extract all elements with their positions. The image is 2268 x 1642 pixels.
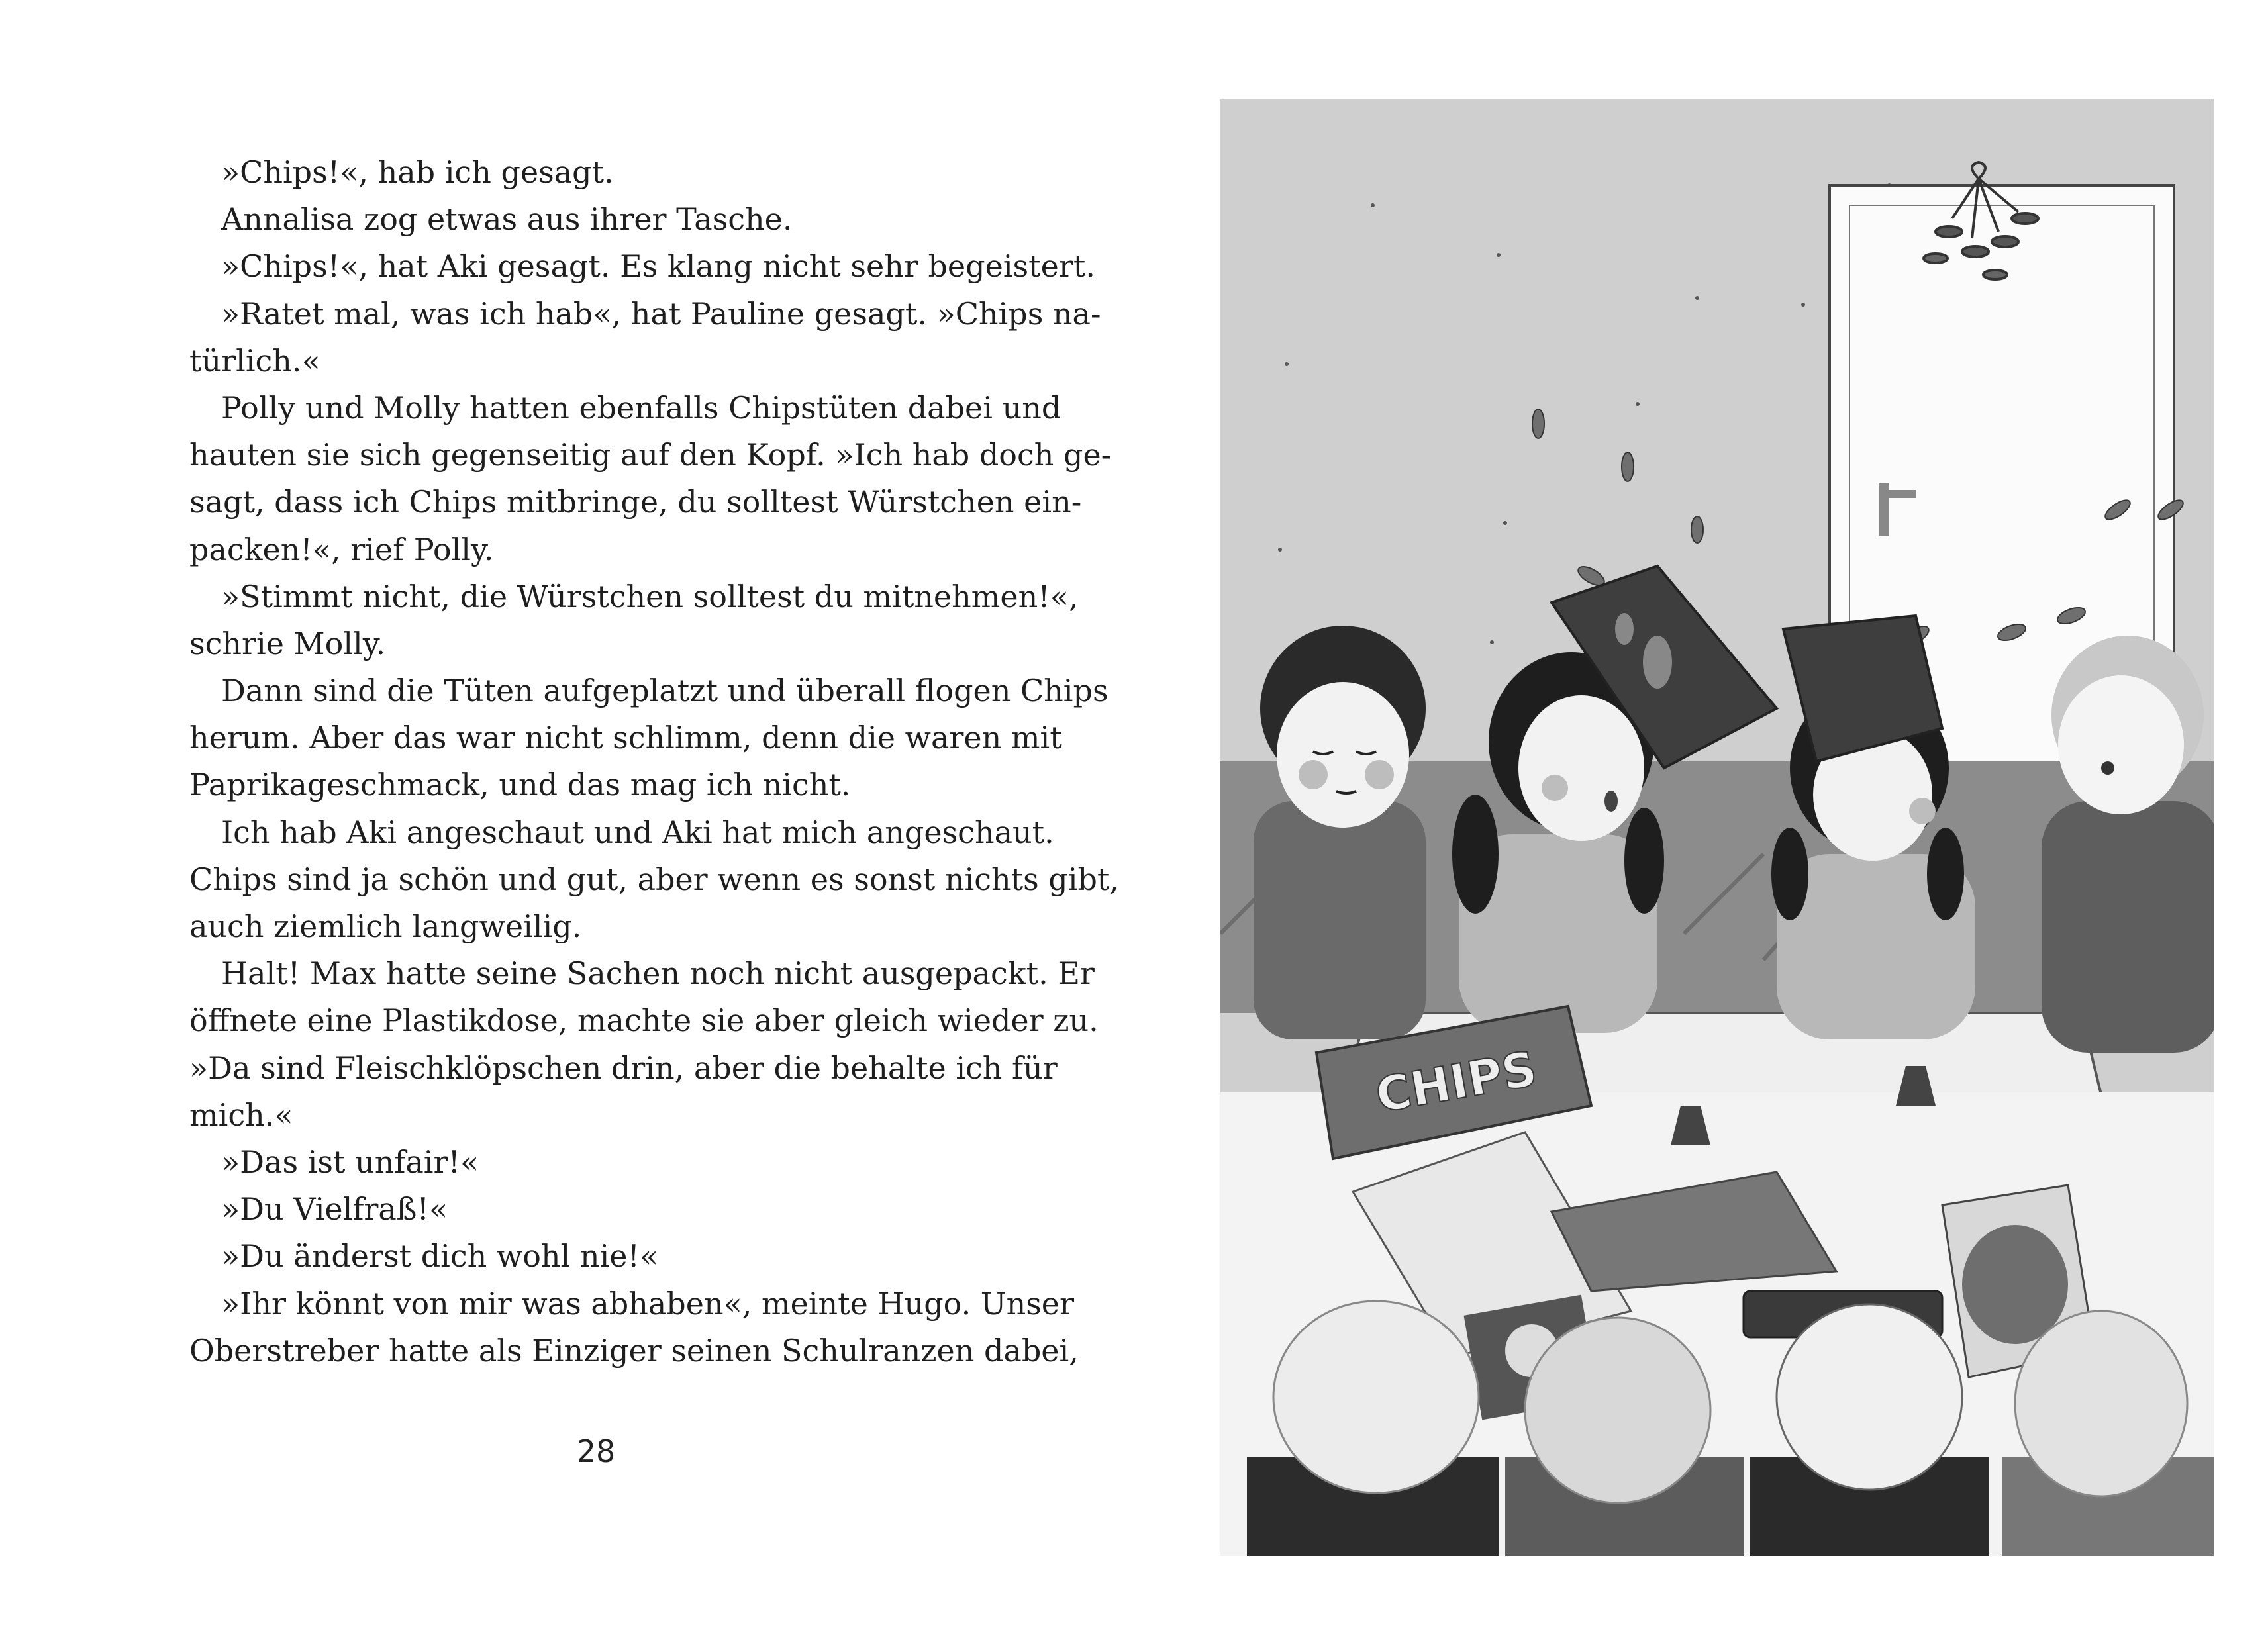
text-line: Halt! Max hatte seine Sachen noch nicht ausgepackt. Er: [221, 955, 1095, 992]
text-line: packen!«, rief Polly.: [189, 531, 494, 567]
text-line: Chips sind ja schön und gut, aber wenn es sonst nichts gibt,: [189, 861, 1120, 897]
text-line: Annalisa zog etwas aus ihrer Tasche.: [221, 201, 793, 238]
text-line: »Stimmt nicht, die Würstchen solltest du mitnehmen!«,: [221, 578, 1079, 614]
text-line: »Du Vielfraß!«: [221, 1191, 448, 1228]
text-line: sagt, dass ich Chips mitbringe, du solltest Würstchen ein-: [189, 484, 1082, 520]
chips-bag-label: CHIPS: [1371, 1040, 1541, 1124]
text-line: »Du änderst dich wohl nie!«: [221, 1238, 659, 1275]
text-line: türlich.«: [189, 342, 320, 379]
text-line: »Chips!«, hab ich gesagt.: [221, 154, 614, 190]
text-line: Dann sind die Tüten aufgeplatzt und überall flogen Chips: [221, 673, 1109, 709]
book-text-page: [189, 149, 1120, 1375]
text-line: mich.«: [189, 1096, 293, 1133]
text-line: schrie Molly.: [189, 625, 386, 661]
text-line: »Da sind Fleischklöpschen drin, aber die behalte ich für: [189, 1049, 1058, 1086]
kid-blond-right: [2042, 636, 2214, 1053]
kid-curly-hair: [1254, 626, 1426, 1039]
text-line: hauten sie sich gegenseitig auf den Kopf. »Ich hab doch ge-: [189, 437, 1112, 473]
text-line: »Chips!«, hat Aki gesagt. Es klang nicht sehr begeistert.: [221, 248, 1095, 285]
text-line: auch ziemlich langweilig.: [189, 908, 582, 944]
text-line: »Ihr könnt von mir was abhaben«, meinte Hugo. Unser: [221, 1285, 1075, 1322]
text-line: Polly und Molly hatten ebenfalls Chipstüten dabei und: [221, 389, 1061, 426]
text-line: »Das ist unfair!«: [221, 1143, 479, 1180]
text-line: herum. Aber das war nicht schlimm, denn die waren mit: [189, 720, 1062, 756]
text-line: Ich hab Aki angeschaut und Aki hat mich angeschaut.: [221, 814, 1054, 850]
text-line: »Ratet mal, was ich hab«, hat Pauline gesagt. »Chips na-: [221, 295, 1101, 332]
text-line: Paprikageschmack, und das mag ich nicht.: [189, 767, 851, 803]
illustration: [1220, 99, 2214, 1556]
text-line: Oberstreber hatte als Einziger seinen Schulranzen dabei,: [189, 1332, 1079, 1369]
text-line: öffnete eine Plastikdose, machte sie aber gleich wieder zu.: [189, 1002, 1099, 1039]
page-number: 28: [576, 1433, 616, 1469]
